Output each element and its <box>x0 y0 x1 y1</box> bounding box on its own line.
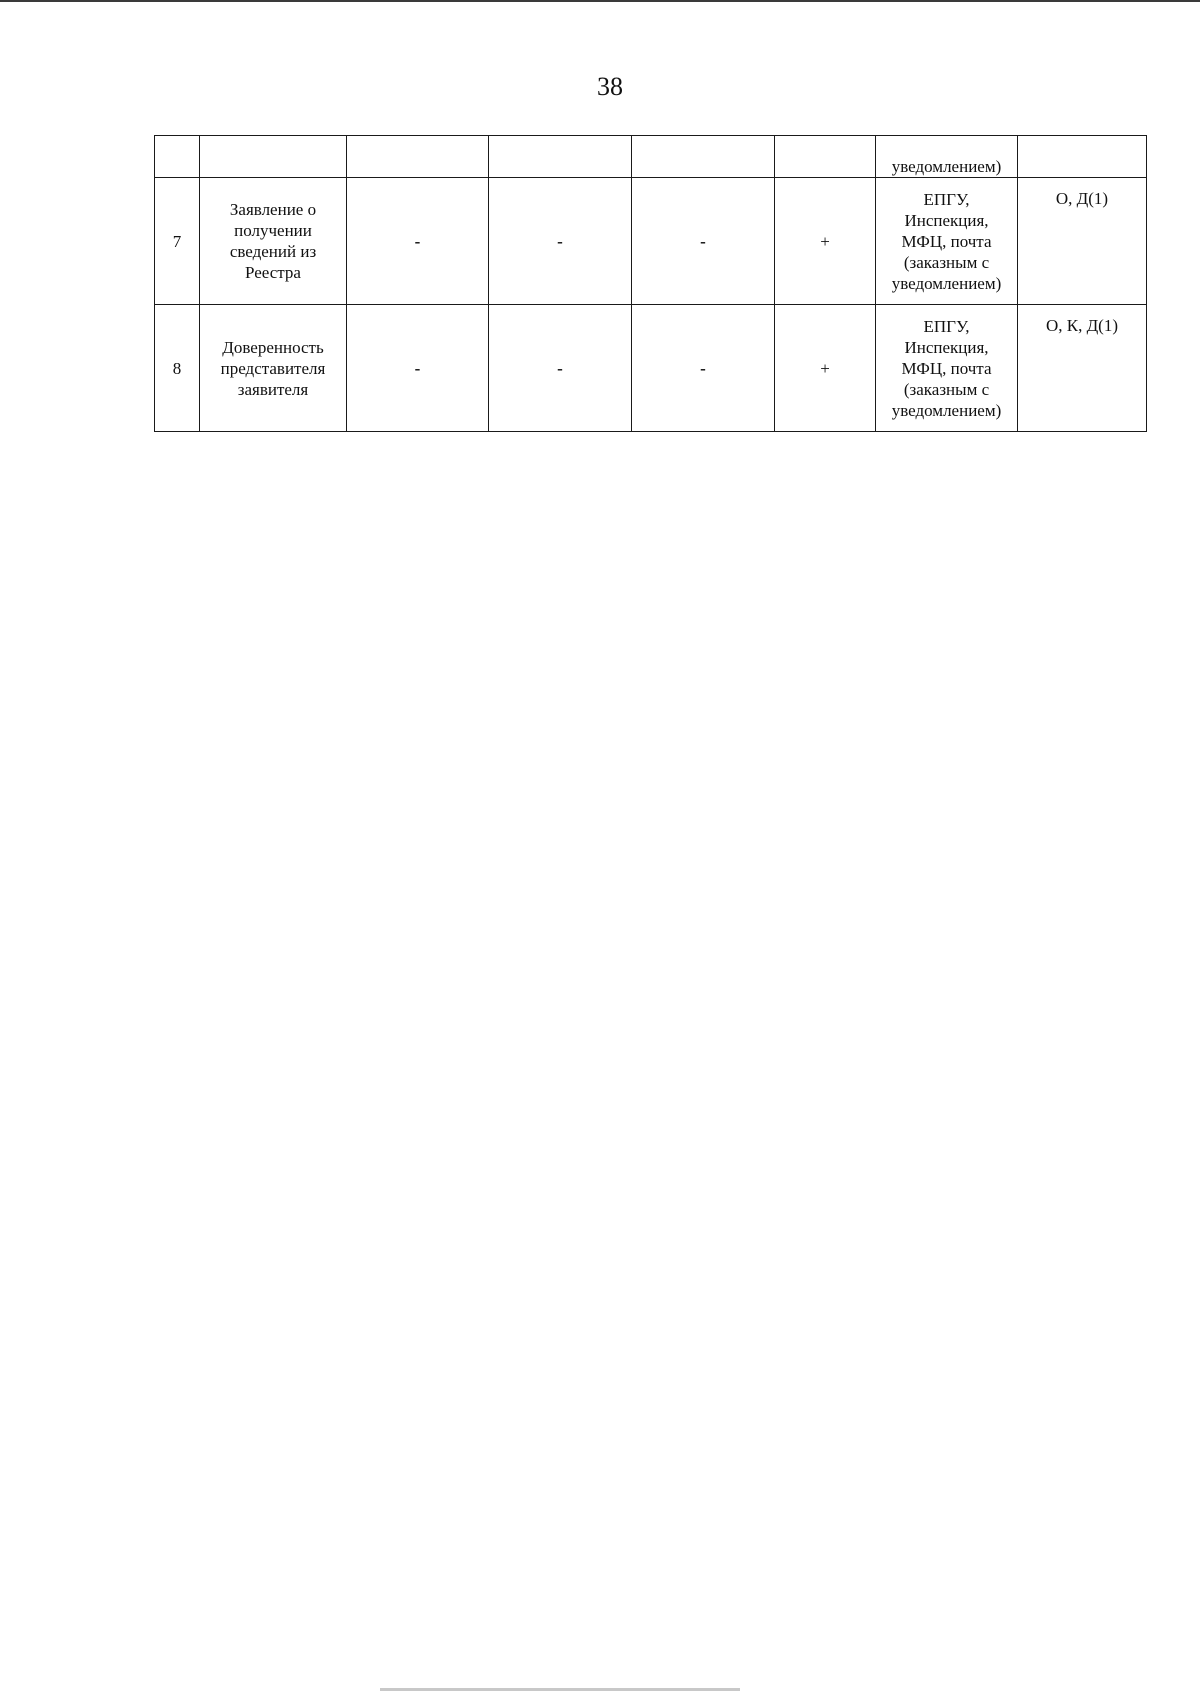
name-line: сведений из <box>229 242 317 261</box>
table-row-continuation <box>155 136 1147 178</box>
channel-line: (заказным с <box>903 379 990 399</box>
cell-col5: - <box>632 178 775 305</box>
cell-document-name <box>200 305 347 432</box>
name-line: получении <box>234 221 312 240</box>
cell-col5 <box>632 136 775 178</box>
channel-line: МФЦ, почта <box>901 231 992 251</box>
document-table <box>154 135 1147 432</box>
cell-submission-channel <box>876 136 1018 178</box>
cell-submission-channel <box>876 305 1018 432</box>
cell-forms: О, К, Д(1) <box>1018 305 1147 432</box>
channel-line: уведомлением) <box>891 273 1002 293</box>
cell-col3: - <box>347 178 489 305</box>
scan-edge-top <box>0 0 1200 2</box>
channel-line: уведомлением) <box>891 400 1002 420</box>
name-line: Заявление о <box>229 200 317 219</box>
cell-num: 7 <box>155 178 200 305</box>
cell-col4: - <box>489 178 632 305</box>
cell-col3 <box>347 136 489 178</box>
name-line: Доверенность <box>222 337 324 357</box>
cell-col4 <box>489 136 632 178</box>
cell-col3: - <box>347 305 489 432</box>
cell-forms: О, Д(1) <box>1018 178 1147 305</box>
cell-col6 <box>775 136 876 178</box>
name-line: представителя <box>220 358 326 378</box>
cell-col5: - <box>632 305 775 432</box>
table-row <box>155 305 1147 432</box>
cell-document-name <box>200 178 347 305</box>
scan-edge-bottom <box>380 1688 740 1691</box>
page-number: 38 <box>597 72 623 101</box>
cell-document-name <box>200 136 347 178</box>
channel-line: ЕПГУ, <box>923 189 970 209</box>
cell-col6: + <box>775 305 876 432</box>
cell-num: 8 <box>155 305 200 432</box>
cell-submission-channel <box>876 178 1018 305</box>
channel-line: (заказным с <box>903 252 990 272</box>
channel-line: уведомлением) <box>891 157 1002 176</box>
name-line: заявителя <box>237 379 309 399</box>
channel-line: Инспекция, <box>904 337 989 357</box>
channel-line: МФЦ, почта <box>901 358 992 378</box>
channel-line: Инспекция, <box>904 210 989 230</box>
table-row <box>155 178 1147 305</box>
cell-num <box>155 136 200 178</box>
cell-col6: + <box>775 178 876 305</box>
name-line: Реестра <box>245 263 301 282</box>
cell-col4: - <box>489 305 632 432</box>
channel-line: ЕПГУ, <box>923 316 970 336</box>
cell-forms <box>1018 136 1147 178</box>
